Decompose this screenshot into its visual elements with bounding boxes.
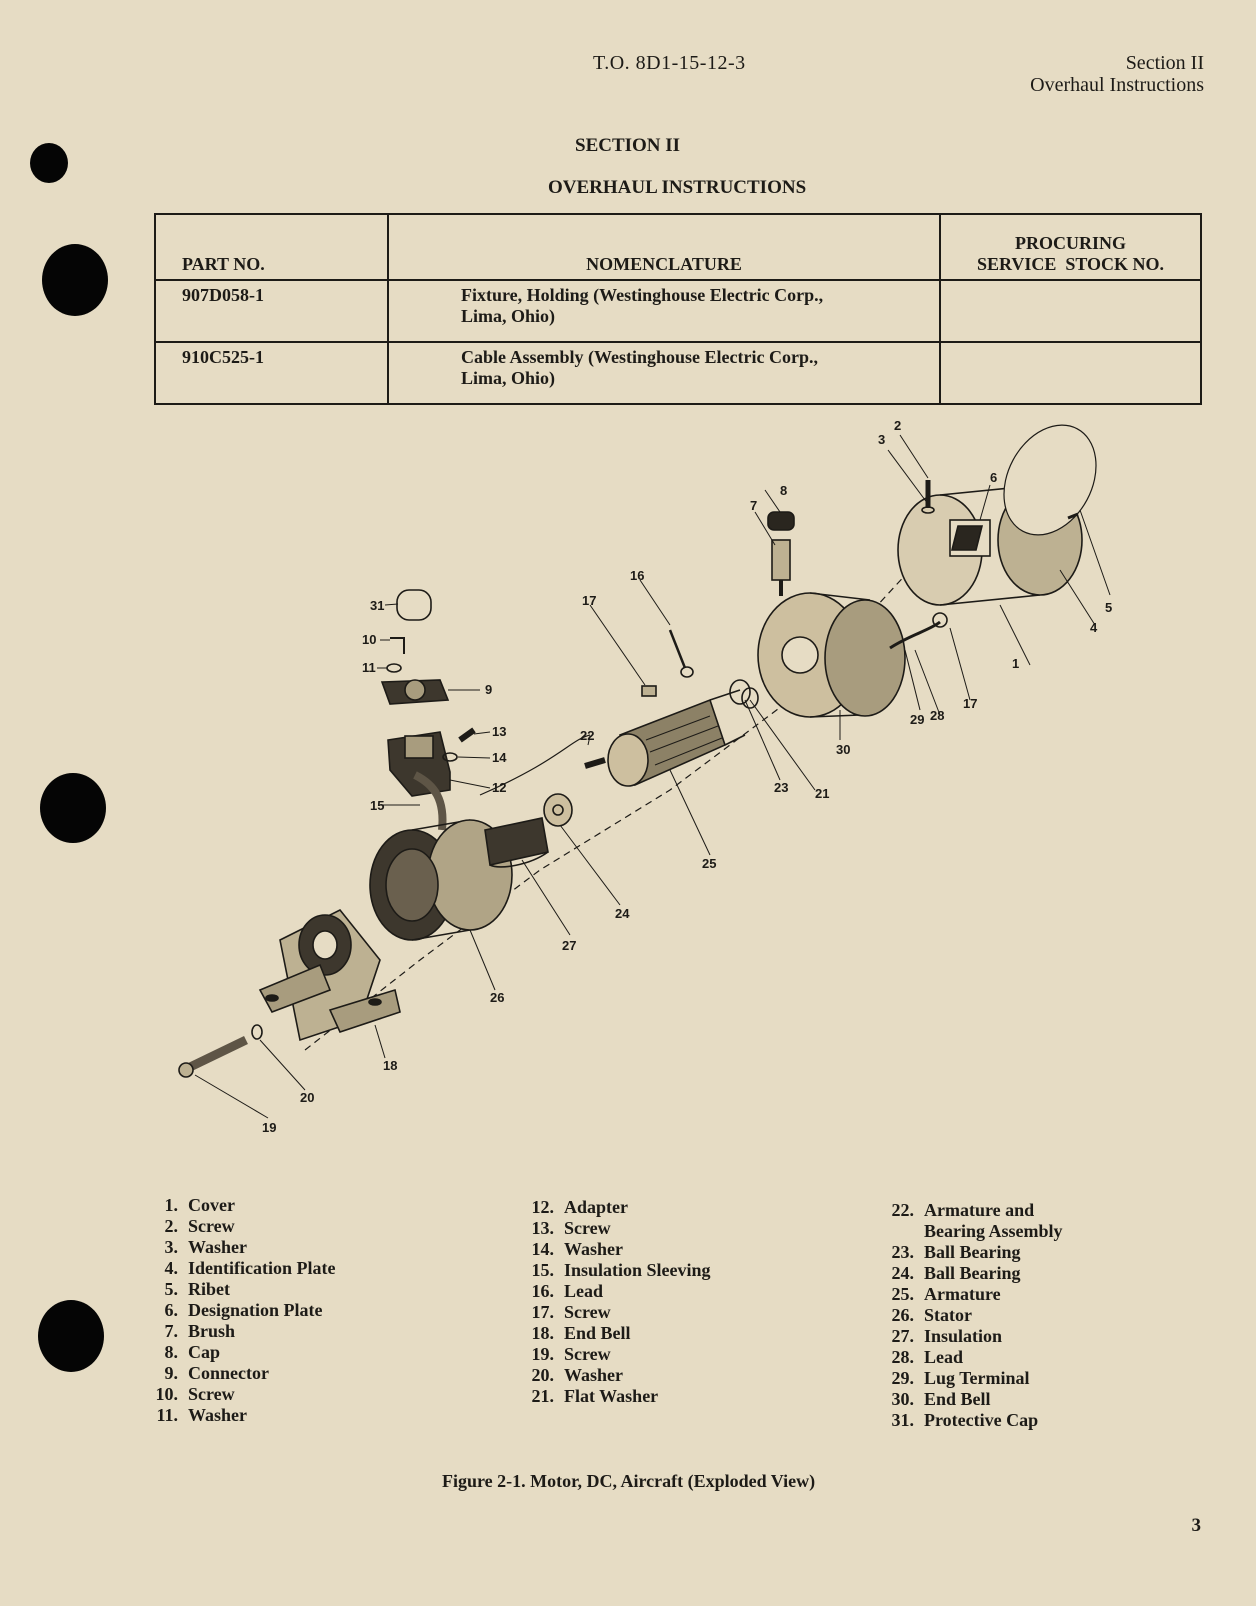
header-procuring-line: PROCURING [1015,233,1126,253]
item-label: Lug Terminal [924,1368,1030,1388]
section-title-label: Overhaul Instructions [1030,74,1204,96]
figure-caption: Figure 2-1. Motor, DC, Aircraft (Exploded View) [442,1471,816,1491]
item-label: Armature and [924,1200,1035,1220]
item-number: 17. [531,1302,554,1322]
cell-nomenclature [388,342,940,404]
callout-17b: 17 [963,696,978,711]
callout-8: 8 [780,483,788,498]
list-item [524,1218,711,1239]
nomenclature-line: Lima, Ohio) [461,368,556,388]
list-item [884,1263,1063,1284]
item-label: Washer [564,1239,624,1259]
item-number: 16. [531,1281,554,1301]
item-number: 4. [164,1258,178,1278]
list-item [884,1326,1063,1347]
item-label: Cap [188,1342,221,1362]
item-number: 23. [891,1242,914,1262]
callout-27: 27 [562,938,577,953]
callout-16: 16 [630,568,645,583]
cell-part-no: 907D058-1 [155,280,388,342]
binder-hole-1 [30,143,68,183]
item-number: 14. [531,1239,554,1259]
callout-12: 12 [492,780,507,795]
list-item [884,1368,1063,1389]
item-label: End Bell [564,1323,631,1343]
nomenclature-line: Lima, Ohio) [461,306,556,326]
item-label: Screw [564,1302,611,1322]
item-number: 30. [891,1389,914,1409]
end-bell-left-part [260,910,400,1040]
item-number: 13. [531,1218,554,1238]
item-label: Connector [188,1363,269,1383]
armature-part [585,690,745,786]
parts-legend-col-1 [148,1195,335,1426]
item-number: 31. [891,1410,914,1430]
page-number: 3 [1191,1515,1201,1536]
callout-22: 22 [580,728,595,743]
list-item [148,1321,335,1342]
item-number: 10. [155,1384,178,1404]
item-label: Lead [564,1281,604,1301]
list-item [524,1281,711,1302]
item-number: 28. [891,1347,914,1367]
item-label: Washer [188,1237,248,1257]
item-label: Protective Cap [924,1410,1039,1430]
cell-nomenclature [388,280,940,342]
callout-23: 23 [774,780,789,795]
callout-3: 3 [878,432,886,447]
item-label: Washer [188,1405,248,1425]
item-number: 12. [531,1197,554,1217]
item-number: 15. [531,1260,554,1280]
item-label: Stator [924,1305,972,1325]
callout-5: 5 [1105,600,1113,615]
tech-order-number: T.O. 8D1-15-12-3 [593,52,746,74]
item-label: Ball Bearing [924,1263,1021,1283]
callout-10: 10 [362,632,377,647]
item-label: Ball Bearing [924,1242,1021,1262]
item-number: 9. [164,1363,178,1383]
callout-24: 24 [615,906,630,921]
list-item [148,1195,335,1216]
section-subheading: OVERHAUL INSTRUCTIONS [548,177,807,198]
cell-part-no: 910C525-1 [155,342,388,404]
column-header-part-no: PART NO. [155,214,388,280]
list-item [148,1384,335,1405]
list-item [884,1242,1063,1263]
item-number: 1. [164,1195,178,1215]
section-heading: SECTION II [575,135,681,156]
item-label: Flat Washer [564,1386,659,1406]
item-label: Screw [188,1216,235,1236]
callout-9: 9 [485,682,493,697]
callout-25: 25 [702,856,717,871]
list-item [524,1386,711,1407]
column-header-nomenclature: NOMENCLATURE [388,214,940,280]
item-number: 20. [531,1365,554,1385]
table-row [155,342,1201,404]
list-item [148,1258,335,1279]
binder-hole-3 [40,773,106,843]
binder-hole-2 [42,244,108,316]
item-label: Bearing Assembly [924,1221,1063,1241]
item-label: Washer [564,1365,624,1385]
list-item [524,1239,711,1260]
callout-29: 29 [910,712,925,727]
item-label: End Bell [924,1389,991,1409]
item-number [884,1221,914,1242]
callout-20: 20 [300,1090,315,1105]
item-number: 26. [891,1305,914,1325]
table-row [155,280,1201,342]
item-label: Ribet [188,1279,230,1299]
binder-hole-4 [38,1300,104,1372]
callout-17: 17 [582,593,597,608]
callout-6: 6 [990,470,998,485]
table-header-row [155,214,1201,280]
list-item [148,1405,335,1426]
item-number: 2. [164,1216,178,1236]
item-number: 25. [891,1284,914,1304]
callout-19: 19 [262,1120,277,1135]
item-number: 24. [891,1263,914,1283]
list-item [148,1279,335,1300]
list-item [148,1300,335,1321]
item-number: 18. [531,1323,554,1343]
list-item [884,1347,1063,1368]
item-label: Armature [924,1284,1001,1304]
list-item [148,1237,335,1258]
callout-21: 21 [815,786,830,801]
item-number: 5. [164,1279,178,1299]
callout-7: 7 [750,498,758,513]
item-number: 27. [891,1326,914,1346]
callout-11: 11 [362,660,376,675]
list-item [148,1216,335,1237]
item-number: 7. [164,1321,178,1341]
item-label: Lead [924,1347,964,1367]
item-label: Screw [188,1384,235,1404]
item-number: 29. [891,1368,914,1388]
item-label: Brush [188,1321,236,1341]
cell-stock-no [940,280,1201,342]
item-number: 3. [164,1237,178,1257]
list-item [524,1260,711,1281]
end-bell-right-part [758,593,905,717]
item-label: Screw [564,1344,611,1364]
running-header [1030,52,1204,96]
item-label: Insulation [924,1326,1003,1346]
parts-legend-col-2 [524,1197,711,1407]
item-number: 11. [156,1405,178,1425]
list-item [524,1344,711,1365]
callout-14: 14 [492,750,507,765]
item-label: Screw [564,1218,611,1238]
item-label: Insulation Sleeving [564,1260,711,1280]
item-number: 22. [891,1200,914,1220]
list-item [524,1197,711,1218]
column-header-procuring [940,214,1201,280]
item-label: Cover [188,1195,235,1215]
callout-2: 2 [894,418,902,433]
parts-legend-col-3 [884,1200,1063,1431]
list-item [524,1323,711,1344]
list-item [884,1284,1063,1305]
item-label: Adapter [564,1197,628,1217]
list-item [884,1200,1063,1221]
callout-31: 31 [370,598,385,613]
list-item [884,1389,1063,1410]
special-tools-table [154,213,1202,405]
nomenclature-line: Fixture, Holding (Westinghouse Electric Corp., [461,285,824,305]
list-item [524,1302,711,1323]
nomenclature-line: Cable Assembly (Westinghouse Electric Corp., [461,347,818,367]
list-item [884,1410,1063,1431]
cell-stock-no [940,342,1201,404]
item-number: 6. [164,1300,178,1320]
item-label: Designation Plate [188,1300,323,1320]
list-item [884,1305,1063,1326]
exploded-view-illustration [150,400,1150,1190]
item-number: 19. [531,1344,554,1364]
item-number: 8. [164,1342,178,1362]
list-item [884,1221,1063,1242]
callout-4: 4 [1090,620,1098,635]
callout-18: 18 [383,1058,398,1073]
item-label: Identification Plate [188,1258,336,1278]
callout-15: 15 [370,798,385,813]
list-item [148,1363,335,1384]
callout-26: 26 [490,990,505,1005]
item-number: 21. [531,1386,554,1406]
callout-13: 13 [492,724,507,739]
callout-30: 30 [836,742,851,757]
header-stock-line: SERVICE STOCK NO. [976,254,1165,274]
callout-28: 28 [930,708,945,723]
callout-1: 1 [1012,656,1020,671]
section-label: Section II [1125,52,1204,74]
list-item [524,1365,711,1386]
list-item [148,1342,335,1363]
